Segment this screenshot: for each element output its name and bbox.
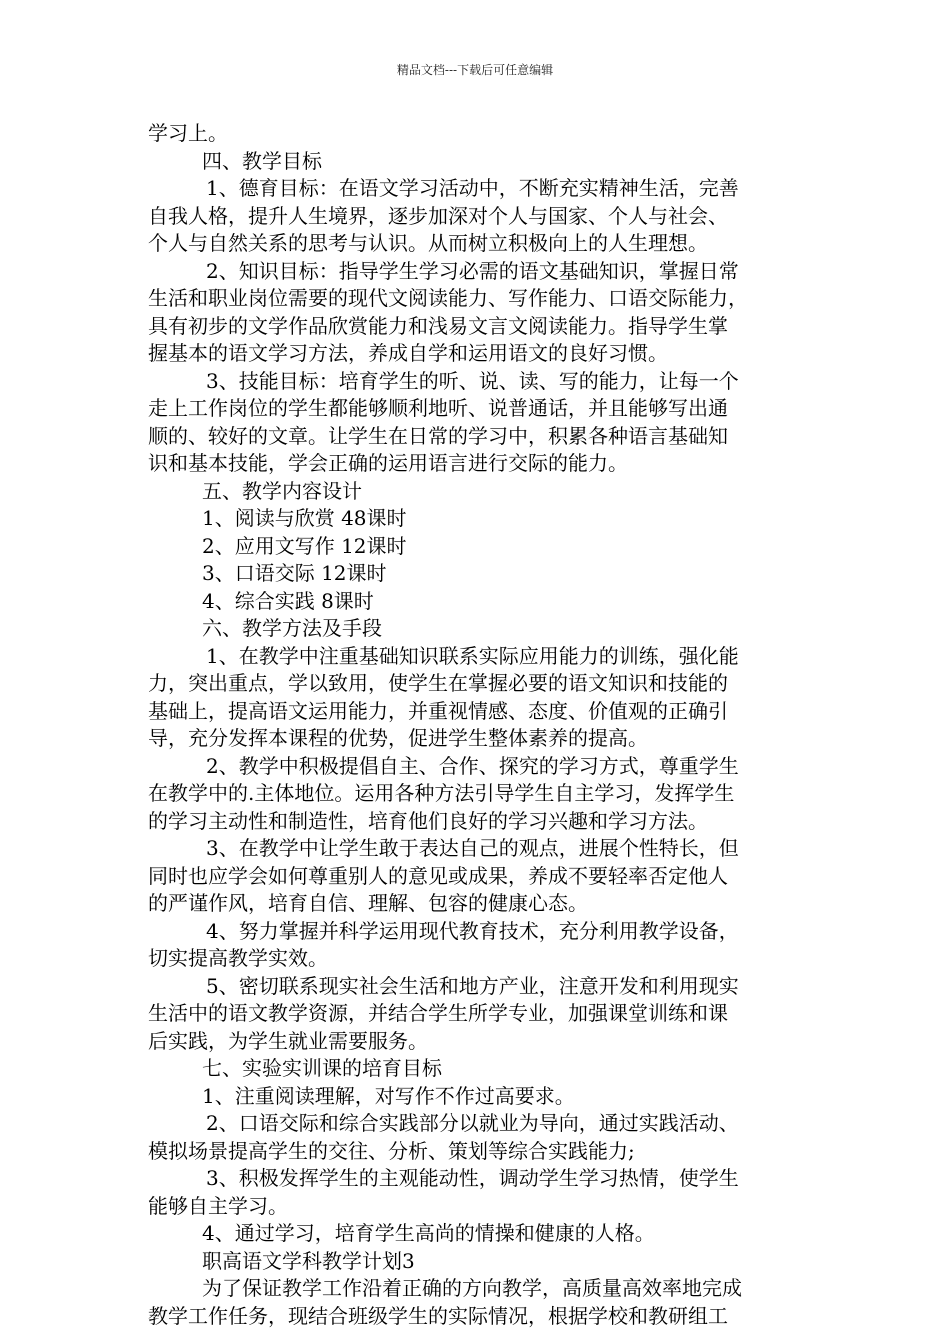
text-line: 4、综合实践 8课时 [202, 588, 374, 613]
text-line: 4、努力掌握并科学运用现代教育技术，充分利用教学设备， [206, 918, 739, 943]
text-line: 4、通过学习，培育学生高尚的情操和健康的人格。 [202, 1221, 655, 1245]
text-line: 2、口语交际和综合实践部分以就业为导向，通过实践活动、 [206, 1111, 739, 1135]
text-line: 握基本的语文学习方法，养成自学和运用语文的良好习惯。 [148, 341, 668, 365]
text-line: 六、教学方法及手段 [202, 616, 382, 640]
text-line: 识和基本技能，学会正确的运用语言进行交际的能力。 [148, 451, 628, 475]
text-line: 3、口语交际 12课时 [202, 561, 387, 585]
document-body [148, 120, 812, 1330]
text-line: 生活中的语文教学资源，并结合学生所学专业，加强课堂训练和课 [148, 1001, 728, 1025]
page-header: 精品文档---下载后可任意编辑 [396, 63, 554, 77]
text-line: 1、德育目标：在语文学习活动中，不断充实精神生活，完善 [206, 176, 739, 200]
text-line: 3、技能目标：培育学生的听、说、读、写的能力，让每一个 [206, 368, 739, 393]
text-line: 2、知识目标：指导学生学习必需的语文基础知识，掌握日常 [206, 258, 739, 283]
text-line: 学习上。 [148, 121, 228, 145]
text-line: 2、应用文写作 12课时 [202, 533, 407, 558]
text-line: 力，突出重点，学以致用，使学生在掌握必要的语文知识和技能的 [148, 671, 728, 695]
text-line: 教学工作任务，现结合班级学生的实际情况，根据学校和教研组工 [148, 1303, 728, 1328]
text-line: 导，充分发挥本课程的优势，促进学生整体素养的提高。 [148, 726, 648, 750]
text-line: 1、在教学中注重基础知识联系实际应用能力的训练，强化能 [206, 643, 739, 668]
text-line: 后实践，为学生就业需要服务。 [148, 1028, 428, 1053]
text-line: 在教学中的.主体地位。运用各种方法引导学生自主学习，发挥学生 [148, 781, 735, 805]
text-line: 的学习主动性和制造性，培育他们良好的学习兴趣和学习方法。 [148, 808, 708, 833]
text-line: 自我人格，提升人生境界，逐步加深对个人与国家、个人与社会、 [148, 203, 728, 228]
text-line: 顺的、较好的文章。让学生在日常的学习中，积累各种语言基础知 [148, 423, 728, 448]
text-line: 2、教学中积极提倡自主、合作、探究的学习方式，尊重学生 [206, 753, 739, 778]
text-line: 四、教学目标 [202, 148, 322, 173]
text-line: 能够自主学习。 [148, 1193, 288, 1218]
text-line: 具有初步的文学作品欣赏能力和浅易文言文阅读能力。指导学生掌 [148, 313, 728, 338]
text-line: 走上工作岗位的学生都能够顺利地听、说普通话，并且能够写出通 [148, 396, 728, 420]
text-line: 1、注重阅读理解，对写作不作过高要求。 [202, 1083, 575, 1108]
text-line: 同时也应学会如何尊重别人的意见或成果，养成不要轻率否定他人 [148, 863, 728, 888]
text-line: 模拟场景提高学生的交往、分析、策划等综合实践能力; [148, 1138, 635, 1163]
text-line: 3、积极发挥学生的主观能动性，调动学生学习热情，使学生 [206, 1166, 739, 1190]
text-line: 五、教学内容设计 [202, 478, 362, 503]
text-line: 3、在教学中让学生敢于表达自己的观点，进展个性特长，但 [206, 836, 739, 860]
text-line: 为了保证教学工作沿着正确的方向教学，高质量高效率地完成 [202, 1276, 742, 1300]
text-line: 职高语文学科教学计划3 [202, 1248, 415, 1273]
text-line: 切实提高教学实效。 [148, 946, 328, 970]
text-line: 基础上，提高语文运用能力，并重视情感、态度、价值观的正确引 [148, 698, 728, 723]
text-line: 1、阅读与欣赏 48课时 [202, 506, 407, 530]
text-line: 5、密切联系现实社会生活和地方产业，注意开发和利用现实 [206, 973, 739, 998]
text-line: 的严谨作风，培育自信、理解、包容的健康心态。 [148, 891, 588, 915]
text-line: 个人与自然关系的思考与认识。从而树立积极向上的人生理想。 [148, 231, 708, 255]
text-line: 七、实验实训课的培育目标 [202, 1056, 442, 1080]
text-line: 生活和职业岗位需要的现代文阅读能力、写作能力、口语交际能力， [148, 286, 748, 310]
